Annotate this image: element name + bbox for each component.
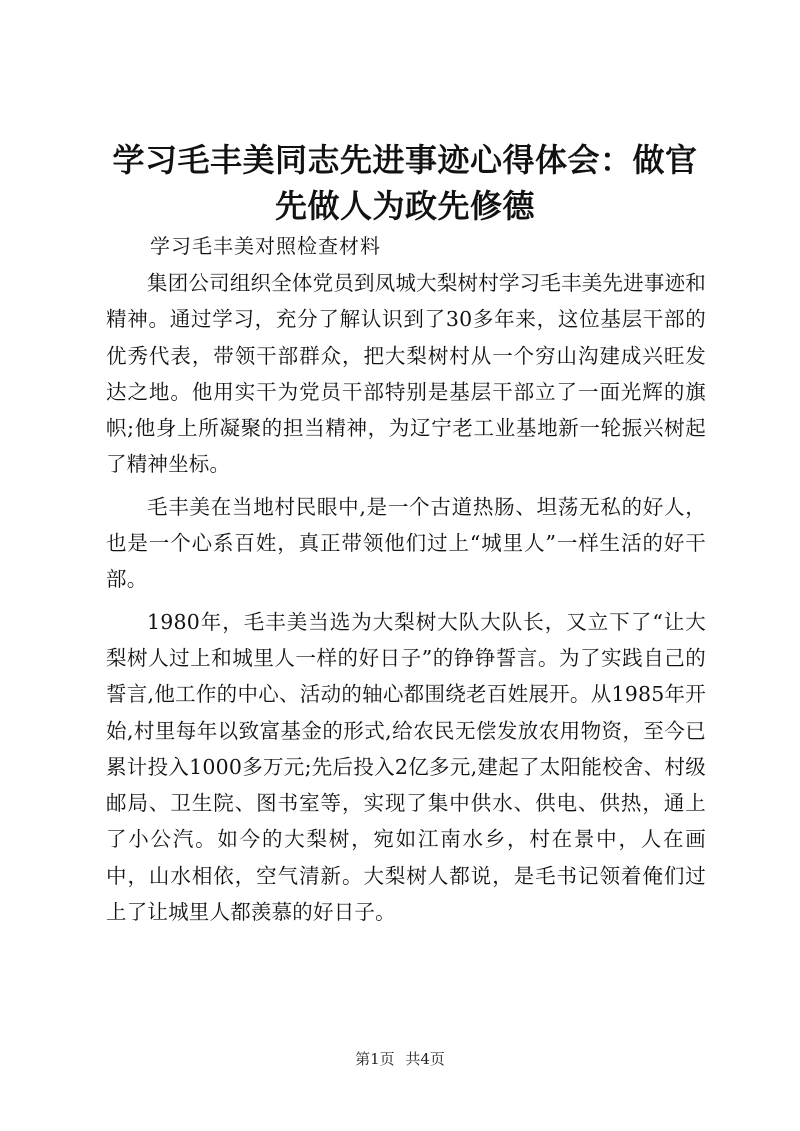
document-body	[106, 265, 706, 936]
page-number: 第1页	[355, 1050, 395, 1068]
paragraph-3: 1980年，毛丰美当选为大梨树大队大队长，又立下了“让大梨树人过上和城里人一样的好日子”的铮铮誓言。为了实践自己的誓言,他工作的中心、活动的轴心都围绕老百姓展开。从1985年开始,村里每年以致富基金的形式,给农民无偿发放农用物资，至今已累计投入1000多万元;先后投入2亿多元,建起了太阳能校舍、村级邮局、卫生院、图书室等，实现了集中供水、供电、供热，通上了小公汽。如今的大梨树，宛如江南水乡，村在景中，人在画中，山水相依，空气清新。大梨树人都说，是毛书记领着俺们过上了让城里人都羡慕的好日子。	[106, 609, 706, 925]
paragraph-2: 毛丰美在当地村民眼中,是一个古道热肠、坦荡无私的好人，也是一个心系百姓，真正带领他们过上“城里人”一样生活的好干部。	[106, 494, 706, 592]
paragraph-1: 集团公司组织全体党员到凤城大梨树村学习毛丰美先进事迹和精神。通过学习，充分了解认识到了30多年来，这位基层干部的优秀代表，带领干部群众，把大梨树村从一个穷山沟建成兴旺发达之地。他用实干为党员干部特别是基层干部立了一面光辉的旗帜;他身上所凝聚的担当精神，为辽宁老工业基地新一轮振兴树起了精神坐标。	[106, 271, 706, 477]
page-total: 共4页	[405, 1050, 445, 1068]
page-footer	[0, 1049, 800, 1069]
document-subtitle: 学习毛丰美对照检查材料	[150, 234, 381, 258]
document-title: 学习毛丰美同志先进事迹心得体会：做官先做人为政先修德	[112, 141, 698, 225]
